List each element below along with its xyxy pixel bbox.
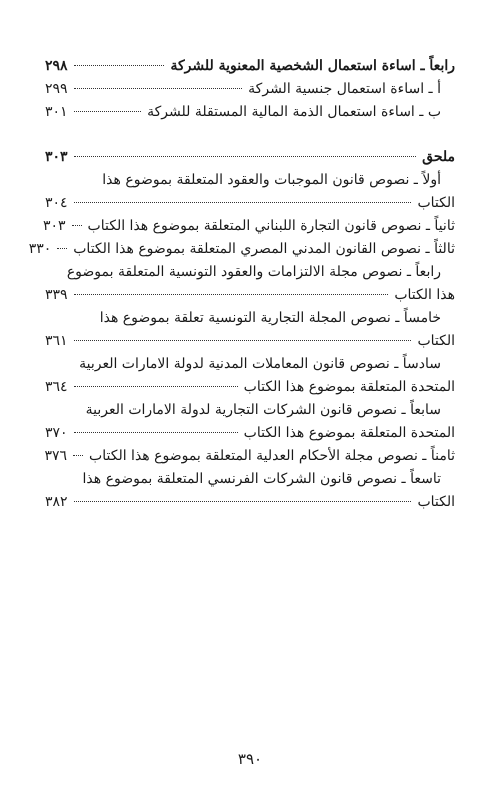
- dot-leader: [74, 501, 412, 502]
- dot-leader: [74, 65, 165, 66]
- toc-entry-title: ثالثاً ـ نصوص القانون المدني المصري المتعلقة بموضوع هذا الكتاب: [73, 241, 455, 257]
- toc-entry-fourth: [45, 55, 455, 78]
- dot-leader: [72, 225, 82, 226]
- toc-entry-title: الكتاب: [417, 494, 455, 510]
- toc-entry-line: تاسعاً ـ نصوص قانون الشركات الفرنسي المتعلقة بموضوع هذا: [82, 471, 441, 487]
- toc-page-number: ٣٦١: [45, 333, 68, 349]
- toc-page-number: ٣٠٣: [42, 218, 66, 234]
- toc-entry-title: ثامناً ـ نصوص مجلة الأحكام العدلية المتعلقة بموضوع هذا الكتاب: [89, 448, 455, 464]
- toc-entry-title: ثانياً ـ نصوص قانون التجارة اللبناني المتعلقة بموضوع هذا الكتاب: [87, 218, 455, 234]
- toc-entry-title: المتحدة المتعلقة بموضوع هذا الكتاب: [243, 379, 455, 395]
- toc-page-number: ٣٨٢: [45, 494, 68, 510]
- toc-page-number: ٣٠٣: [45, 149, 68, 165]
- toc-entry-title: المتحدة المتعلقة بموضوع هذا الكتاب: [243, 425, 455, 441]
- toc-entry-line: خامساً ـ نصوص المجلة التجارية التونسية تعلقة بموضوع هذا: [99, 310, 441, 326]
- toc-page-number: ٢٩٨: [45, 58, 68, 74]
- toc-page-number: ٣٣٩: [45, 287, 68, 303]
- toc-page-number: ٣٠١: [45, 104, 68, 120]
- toc-page-number: ٣٠٤: [45, 195, 68, 211]
- toc-entry-seventh: [45, 422, 455, 445]
- toc-entry-line: رابعاً ـ نصوص مجلة الالتزامات والعقود التونسية المتعلقة بموضوع: [66, 264, 441, 280]
- toc-entry-fourth-law: [45, 284, 455, 307]
- toc-appendix-heading: [45, 146, 455, 169]
- toc-entry-title: ملحق: [422, 149, 455, 165]
- dot-leader: [74, 432, 238, 433]
- dot-leader: [74, 111, 142, 112]
- toc-subentry-b: [45, 101, 455, 124]
- toc-page-number: ٣٧٦: [44, 448, 68, 464]
- toc-entry-sixth: [45, 376, 455, 399]
- toc-entry-fifth: [45, 330, 455, 353]
- toc-entry-title: رابعاً ـ اساءة استعمال الشخصية المعنوية للشركة: [170, 58, 455, 74]
- dot-leader: [74, 294, 389, 295]
- toc-page-number: ٣٧٠: [45, 425, 68, 441]
- toc-entry-title: هذا الكتاب: [394, 287, 455, 303]
- toc-entry-title: أ ـ اساءة استعمال جنسية الشركة: [248, 81, 441, 97]
- page-number: ٣٩٠: [237, 750, 263, 768]
- toc-entry-title: الكتاب: [417, 333, 455, 349]
- dot-leader: [74, 88, 243, 89]
- toc-entry-first: [45, 192, 455, 215]
- toc-entry-line: سابعاً ـ نصوص قانون الشركات التجارية لدولة الامارات العربية: [85, 402, 441, 418]
- toc-page-number: ٢٩٩: [45, 81, 68, 97]
- toc-subentry-a: [45, 78, 455, 101]
- dot-leader: [74, 202, 412, 203]
- toc-entry-second: [42, 215, 455, 238]
- toc-entry-title: الكتاب: [417, 195, 455, 211]
- toc-entry-title: ب ـ اساءة استعمال الذمة المالية المستقلة للشركة: [147, 104, 441, 120]
- dot-leader: [74, 156, 417, 157]
- toc-entry-line: أولاً ـ نصوص قانون الموجبات والعقود المتعلقة بموضوع هذا: [102, 172, 441, 188]
- toc-entry-ninth: [45, 491, 455, 514]
- dot-leader: [73, 455, 83, 456]
- toc-page-number: ٣٦٤: [45, 379, 68, 395]
- toc-entry-third: [28, 238, 455, 261]
- toc-entry-line: سادساً ـ نصوص قانون المعاملات المدنية لدولة الامارات العربية: [79, 356, 441, 372]
- table-of-contents: [28, 55, 455, 514]
- dot-leader: [57, 248, 67, 249]
- dot-leader: [74, 340, 412, 341]
- toc-entry-eighth: [45, 445, 455, 468]
- dot-leader: [74, 386, 238, 387]
- toc-page-number: ٣٣٠: [28, 241, 52, 257]
